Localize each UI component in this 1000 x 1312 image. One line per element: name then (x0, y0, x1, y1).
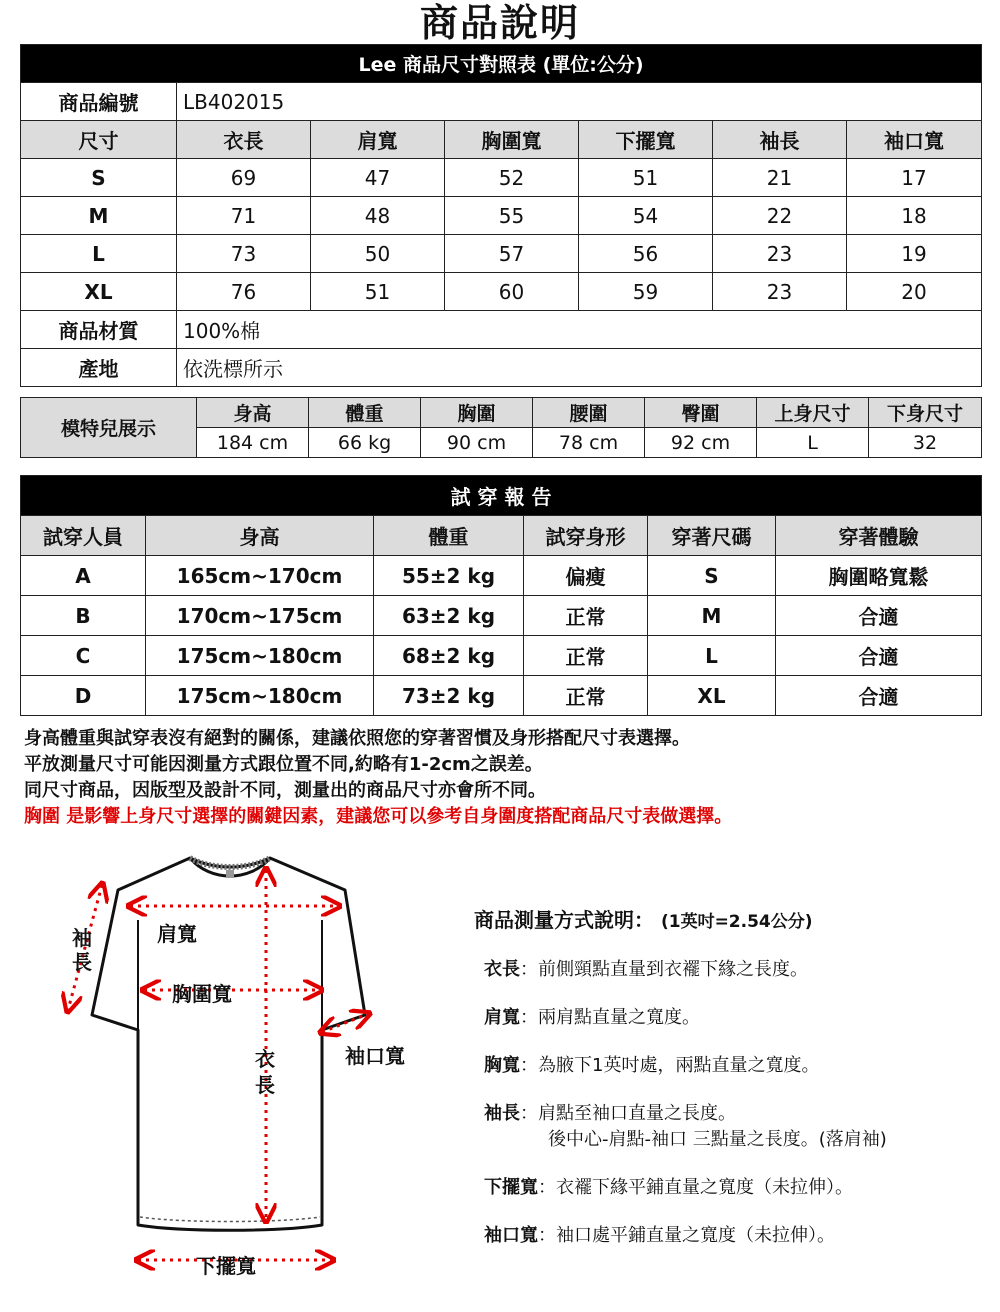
measure-item (484, 1005, 887, 1031)
header-cell: 穿著尺碼 (648, 516, 776, 556)
table-row (21, 273, 982, 311)
value-cell: XL (648, 676, 776, 716)
note-red: 胸圍 是影響上身尺寸選擇的關鍵因素，建議您可以參考自身圍度搭配商品尺寸表做選擇。 (24, 806, 733, 827)
value-cell: L (648, 636, 776, 676)
value-cell: M (648, 596, 776, 636)
header-cell: 衣長 (177, 121, 311, 159)
value-cell: 17 (847, 159, 982, 197)
header-cell: 袖長 (713, 121, 847, 159)
header-cell: 試穿人員 (21, 516, 146, 556)
value-cell: 92 cm (645, 428, 757, 458)
value-cell: 66 kg (309, 428, 421, 458)
shirt-outline (92, 858, 365, 1230)
value-cell: 正常 (524, 596, 648, 636)
label-hem: 下擺寬 (196, 1254, 256, 1278)
notes-block (24, 726, 732, 830)
header-cell: 臀圍 (645, 398, 757, 428)
size-table-caption: Lee 商品尺寸對照表 (單位:公分) (21, 45, 982, 83)
header-cell: 下身尺寸 (869, 398, 982, 428)
note-line: 同尺寸商品，因版型及設計不同，測量出的商品尺寸亦會所不同。 (24, 780, 546, 801)
value-cell: 55±2 kg (374, 556, 524, 596)
value-cell: 19 (847, 235, 982, 273)
value-cell: 22 (713, 197, 847, 235)
value-cell: 184 cm (197, 428, 309, 458)
value-cell: 合適 (776, 676, 982, 716)
measure-text: ：袖口處平鋪直量之寬度（未拉伸）。 (538, 1225, 835, 1246)
table-row (21, 197, 982, 235)
value-cell: 73 (177, 235, 311, 273)
value-cell: 165cm~170cm (146, 556, 374, 596)
size-cell: L (21, 235, 177, 273)
value-cell: 170cm~175cm (146, 596, 374, 636)
label-sleeve-length: 袖長 (72, 926, 92, 974)
value-cell: 偏瘦 (524, 556, 648, 596)
measure-term: 下擺寬 (484, 1177, 538, 1198)
product-no: LB402015 (177, 83, 982, 121)
product-no-label: 商品編號 (21, 83, 177, 121)
measure-heading-note: (1英吋=2.54公分) (660, 912, 813, 932)
measure-extra: 後中心-肩點-袖口 三點量之長度。(落肩袖) (548, 1129, 887, 1150)
value-cell: 20 (847, 273, 982, 311)
header-cell: 體重 (374, 516, 524, 556)
header-cell: 身高 (197, 398, 309, 428)
measure-item (484, 1175, 887, 1201)
value-cell: 57 (445, 235, 579, 273)
value-cell: 68±2 kg (374, 636, 524, 676)
measure-term: 肩寬 (484, 1007, 520, 1028)
value-cell: 78 cm (533, 428, 645, 458)
value-cell: 正常 (524, 676, 648, 716)
value-cell: 51 (311, 273, 445, 311)
value-cell: 69 (177, 159, 311, 197)
header-cell: 試穿身形 (524, 516, 648, 556)
label-length: 衣長 (255, 1047, 275, 1097)
value-cell: 73±2 kg (374, 676, 524, 716)
trial-table (20, 475, 982, 716)
value-cell: 90 cm (421, 428, 533, 458)
model-label: 模特兒展示 (21, 398, 197, 458)
header-cell: 袖口寬 (847, 121, 982, 159)
value-cell: 47 (311, 159, 445, 197)
origin-label: 產地 (21, 349, 177, 387)
measure-heading (474, 904, 887, 933)
trial-caption: 試 穿 報 告 (21, 476, 982, 516)
model-table (20, 397, 982, 458)
measure-item (484, 957, 887, 983)
trial-header-row (21, 516, 982, 556)
header-cell: 下擺寬 (579, 121, 713, 159)
measure-text: ：為腋下1英吋處，兩點直量之寬度。 (520, 1055, 820, 1076)
measure-description (474, 904, 887, 1271)
label-shoulder: 肩寬 (157, 922, 197, 946)
model-header-row (21, 398, 982, 428)
value-cell: 23 (713, 235, 847, 273)
measure-term: 胸寬 (484, 1055, 520, 1076)
header-cell: 肩寬 (311, 121, 445, 159)
value-cell: B (21, 596, 146, 636)
measure-heading-text: 商品測量方式說明： (474, 908, 654, 932)
size-cell: XL (21, 273, 177, 311)
value-cell: 55 (445, 197, 579, 235)
table-row (21, 676, 982, 716)
note-line: 身高體重與試穿表沒有絕對的關係，建議依照您的穿著習慣及身形搭配尺寸表選擇。 (24, 728, 690, 749)
origin-value: 依洗標所示 (177, 349, 982, 387)
value-cell: 52 (445, 159, 579, 197)
header-cell: 上身尺寸 (757, 398, 869, 428)
header-cell: 身高 (146, 516, 374, 556)
table-row (21, 159, 982, 197)
value-cell: L (757, 428, 869, 458)
measure-term: 袖長 (484, 1103, 520, 1124)
value-cell: 71 (177, 197, 311, 235)
value-cell: 32 (869, 428, 982, 458)
value-cell: 48 (311, 197, 445, 235)
material-label: 商品材質 (21, 311, 177, 349)
value-cell: 50 (311, 235, 445, 273)
value-cell: 76 (177, 273, 311, 311)
note-line: 平放測量尺寸可能因測量方式跟位置不同,約略有1-2cm之誤差。 (24, 754, 543, 775)
value-cell: 63±2 kg (374, 596, 524, 636)
table-row (21, 235, 982, 273)
measure-text: ：肩點至袖口直量之長度。 (520, 1103, 736, 1124)
value-cell: C (21, 636, 146, 676)
page-title: 商品說明 (419, 1, 580, 45)
label-chest: 胸圍寬 (172, 982, 232, 1006)
value-cell: 56 (579, 235, 713, 273)
measure-term: 袖口寬 (484, 1225, 538, 1246)
measure-term: 衣長 (484, 959, 520, 980)
value-cell: 胸圍略寬鬆 (776, 556, 982, 596)
label-cuff: 袖口寬 (345, 1044, 405, 1068)
measure-item (484, 1223, 887, 1249)
header-cell: 尺寸 (21, 121, 177, 159)
header-cell: 胸圍寬 (445, 121, 579, 159)
value-cell: S (648, 556, 776, 596)
value-cell: 59 (579, 273, 713, 311)
material-value: 100%棉 (177, 311, 982, 349)
header-cell: 胸圍 (421, 398, 533, 428)
measure-text: ：衣襬下緣平鋪直量之寬度（未拉伸）。 (538, 1177, 853, 1198)
measure-item (484, 1101, 887, 1153)
table-row (21, 556, 982, 596)
measure-text: ：兩肩點直量之寬度。 (520, 1007, 700, 1028)
value-cell: 51 (579, 159, 713, 197)
value-cell: 正常 (524, 636, 648, 676)
header-cell: 穿著體驗 (776, 516, 982, 556)
value-cell: 54 (579, 197, 713, 235)
size-table (20, 44, 982, 387)
value-cell: 21 (713, 159, 847, 197)
value-cell: 合適 (776, 596, 982, 636)
table-row (21, 636, 982, 676)
header-cell: 體重 (309, 398, 421, 428)
value-cell: A (21, 556, 146, 596)
value-cell: D (21, 676, 146, 716)
value-cell: 18 (847, 197, 982, 235)
value-cell: 175cm~180cm (146, 676, 374, 716)
size-header-row (21, 121, 982, 159)
value-cell: 175cm~180cm (146, 636, 374, 676)
measure-item (484, 1053, 887, 1079)
header-cell: 腰圍 (533, 398, 645, 428)
size-cell: S (21, 159, 177, 197)
value-cell: 60 (445, 273, 579, 311)
measure-text: ：前側頸點直量到衣襬下緣之長度。 (520, 959, 808, 980)
size-cell: M (21, 197, 177, 235)
table-row (21, 596, 982, 636)
value-cell: 合適 (776, 636, 982, 676)
value-cell: 23 (713, 273, 847, 311)
